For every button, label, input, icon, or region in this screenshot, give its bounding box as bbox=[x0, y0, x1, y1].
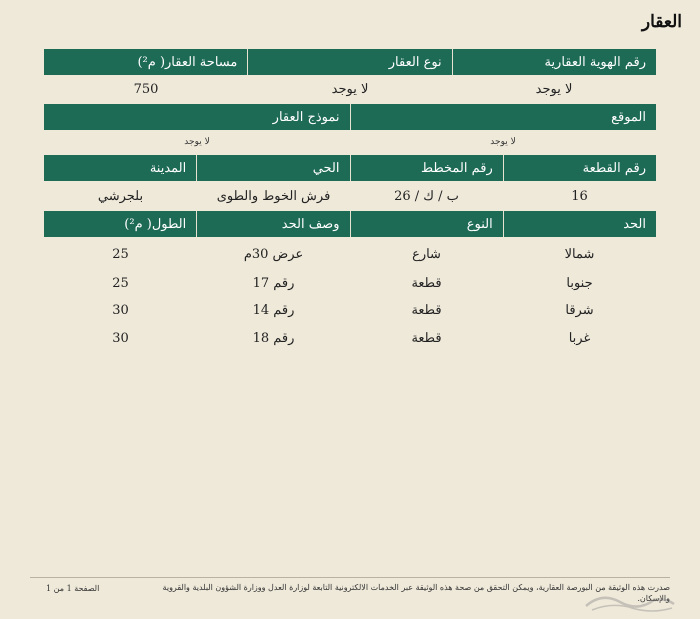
value-property-type: لا يوجد bbox=[331, 81, 369, 97]
watermark-logo-icon bbox=[582, 588, 678, 614]
value-plan-number: ب / ك / 26 bbox=[394, 188, 459, 204]
boundary-description: رقم 14 bbox=[252, 302, 295, 318]
header-plot-number: رقم القطعة bbox=[503, 155, 656, 181]
value-city: بلجرشي bbox=[97, 188, 144, 204]
boundary-type: قطعة bbox=[411, 302, 442, 318]
table3-header-row bbox=[44, 155, 656, 181]
footer-page-number: الصفحة 1 من 1 bbox=[46, 584, 100, 593]
header-plan-number: رقم المخطط bbox=[350, 155, 503, 181]
boundary-type: شارع bbox=[412, 246, 441, 262]
boundary-direction: جنوبا bbox=[566, 275, 593, 291]
header-boundary-type: النوع bbox=[350, 211, 503, 237]
table-row bbox=[44, 272, 656, 294]
boundary-length: 30 bbox=[112, 330, 129, 346]
boundary-length: 25 bbox=[112, 246, 129, 262]
boundary-direction: شرقا bbox=[565, 302, 594, 318]
value-location: لا يوجد bbox=[490, 137, 516, 147]
header-property-area: مساحة العقار( م²) bbox=[137, 54, 238, 70]
header-property-model: نموذج العقار bbox=[272, 109, 340, 125]
table1-header-row bbox=[44, 49, 656, 75]
footer-disclaimer: صدرت هذه الوثيقة من البورصة العقارية، ويمكن التحقق من صحة هذه الوثيقة عبر الخدمات الالكترونية التابعة لوزارة العدل ووزارة الشؤون البلدية والقروية والإسكان. bbox=[162, 583, 670, 603]
header-city: المدينة bbox=[149, 160, 187, 176]
table3-value-row bbox=[44, 184, 656, 208]
header-location: الموقع bbox=[350, 104, 657, 130]
boundary-description: رقم 18 bbox=[252, 330, 295, 346]
value-property-area: 750 bbox=[133, 81, 159, 97]
header-boundary-description: وصف الحد bbox=[196, 211, 349, 237]
header-boundary-length: الطول( م²) bbox=[124, 216, 187, 232]
table2-value-row bbox=[44, 133, 656, 151]
header-district: الحي bbox=[196, 155, 349, 181]
table-row bbox=[44, 299, 656, 321]
boundary-length: 30 bbox=[112, 302, 129, 318]
value-district: فرش الخوط والطوى bbox=[216, 188, 331, 204]
boundary-length: 25 bbox=[112, 275, 129, 291]
table-row bbox=[44, 327, 656, 349]
header-property-id: رقم الهوية العقارية bbox=[452, 49, 656, 75]
table-row bbox=[44, 243, 656, 265]
header-property-type: نوع العقار bbox=[247, 49, 451, 75]
boundary-direction: غربا bbox=[568, 330, 591, 346]
value-plot-number: 16 bbox=[571, 188, 588, 204]
boundary-description: عرض 30م bbox=[243, 246, 304, 262]
table4-header-row bbox=[44, 211, 656, 237]
page-title: العقار bbox=[641, 12, 682, 32]
boundary-description: رقم 17 bbox=[252, 275, 295, 291]
boundary-type: قطعة bbox=[411, 275, 442, 291]
table1-value-row bbox=[44, 77, 656, 101]
value-property-id: لا يوجد bbox=[535, 81, 573, 97]
table2-header-row bbox=[44, 104, 656, 130]
boundary-direction: شمالا bbox=[564, 246, 595, 262]
boundary-type: قطعة bbox=[411, 330, 442, 346]
header-boundary: الحد bbox=[503, 211, 656, 237]
value-property-model: لا يوجد bbox=[184, 137, 210, 147]
footer-divider bbox=[30, 577, 670, 578]
